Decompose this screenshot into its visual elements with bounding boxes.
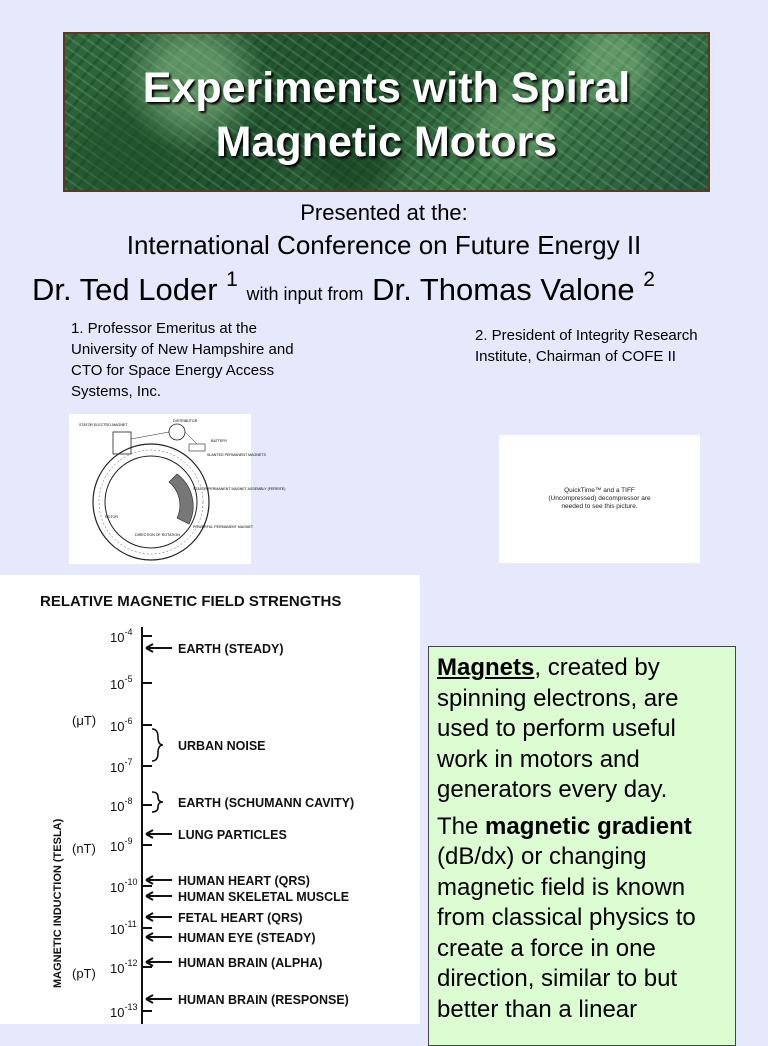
author-connector: with input from <box>246 284 364 304</box>
page-title: Experiments with Spiral Magnetic Motors <box>142 64 631 166</box>
pointer-arrow <box>146 876 172 884</box>
callout-p2-start: The <box>437 812 486 840</box>
chart-title: RELATIVE MAGNETIC FIELD STRENGTHS <box>40 593 342 610</box>
diagram-label-stator-assembly: STATOR PERMANENT MAGNET ASSEMBLY (FERRITE) <box>193 487 286 491</box>
title-banner <box>63 32 710 192</box>
tick-label: $10^{-12}$ <box>110 958 138 976</box>
callout-p1-text: , created by spinning electrons, are used to perform useful work in motors and generators every day. <box>437 654 679 803</box>
pointer-arrow <box>146 995 172 1003</box>
range-brace <box>152 729 163 761</box>
field-entry-label: HUMAN SKELETAL MUSCLE <box>178 890 350 904</box>
diagram-label-direction: DIRECTION OF ROTATION <box>135 533 180 537</box>
tick-label: $10^{-10}$ <box>110 877 138 895</box>
field-entry-label: FETAL HEART (QRS) <box>178 911 303 925</box>
field-entry-label: HUMAN EYE (STEADY) <box>178 931 316 945</box>
field-entry-label: URBAN NOISE <box>178 739 266 753</box>
magnetic-field-chart <box>0 575 420 1024</box>
magnets-callout <box>428 646 736 1046</box>
diagram-label-battery: BATTERY <box>211 439 228 443</box>
quicktime-placeholder <box>499 435 700 563</box>
affiliation-2: 2. President of Integrity Research Institute, Chairman of COFE II <box>475 327 698 365</box>
tick-label: $10^{-4}$ <box>110 627 133 645</box>
author1-name: Dr. Ted Loder <box>32 272 218 307</box>
author1-sup: 1 <box>226 268 238 291</box>
diagram-label-rotor: ROTOR <box>105 515 118 519</box>
conference-name: International Conference on Future Energy II <box>126 230 642 260</box>
unit-ut: (μT) <box>72 713 97 728</box>
tick-label: $10^{-11}$ <box>110 919 137 937</box>
authors-line <box>32 268 655 308</box>
unit-pt: (pT) <box>72 966 96 981</box>
tick-label: $10^{-13}$ <box>110 1002 138 1020</box>
callout-paragraph-2 <box>437 812 729 1026</box>
pointer-arrow <box>146 933 172 941</box>
callout-p2-text: (dB/dx) or changing magnetic field is known from classical physics to create a force in one direction, similar to but better than a linear <box>437 843 696 1023</box>
chart-axis-label: MAGNETIC INDUCTION (TESLA) <box>52 818 64 988</box>
tick-label: $10^{-9}$ <box>110 836 133 854</box>
tick-label: $10^{-8}$ <box>110 796 133 814</box>
diagram-label-distributor: DISTRIBUTOR <box>173 419 198 423</box>
author2-sup: 2 <box>643 268 655 291</box>
quicktime-notice: QuickTime™ and a TIFF (Uncompressed) decompressor are needed to see this picture. <box>548 487 651 510</box>
author2-name: Dr. Thomas Valone <box>372 272 635 307</box>
motor-diagram <box>69 414 286 564</box>
affiliation-1: 1. Professor Emeritus at the University of New Hampshire and CTO for Space Energy Access Systems, Inc. <box>71 320 294 400</box>
diagram-label-slanted-magnets: SLANTED PERMANENT MAGNETS <box>207 453 266 457</box>
pointer-arrow <box>146 830 172 838</box>
range-brace <box>152 792 163 812</box>
pointer-arrow <box>146 958 172 966</box>
field-entry-label: LUNG PARTICLES <box>178 828 287 842</box>
tick-label: $10^{-5}$ <box>110 674 133 692</box>
pointer-arrow <box>146 913 172 921</box>
diagram-label-stator-electromagnet: STATOR ELECTRO-MAGNET <box>79 423 128 427</box>
diagram-label-powerful-magnet: POWERFUL PERMANENT MAGNET <box>193 525 254 529</box>
tick-label: $10^{-7}$ <box>110 757 133 775</box>
field-entry-label: EARTH (SCHUMANN CAVITY) <box>178 796 355 810</box>
callout-paragraph-1 <box>437 653 729 806</box>
callout-gradient-term: magnetic gradient <box>485 812 692 840</box>
pointer-arrow <box>146 892 172 900</box>
field-entry-label: HUMAN BRAIN (ALPHA) <box>178 956 323 970</box>
pointer-arrow <box>146 644 172 652</box>
field-entry-label: EARTH (STEADY) <box>178 642 284 656</box>
field-entry-label: HUMAN BRAIN (RESPONSE) <box>178 993 349 1007</box>
field-entry-label: HUMAN HEART (QRS) <box>178 874 310 888</box>
tick-label: $10^{-6}$ <box>110 716 133 734</box>
presented-label: Presented at the: <box>300 200 468 225</box>
unit-nt: (nT) <box>72 841 96 856</box>
callout-magnets-term: Magnets <box>437 654 535 681</box>
